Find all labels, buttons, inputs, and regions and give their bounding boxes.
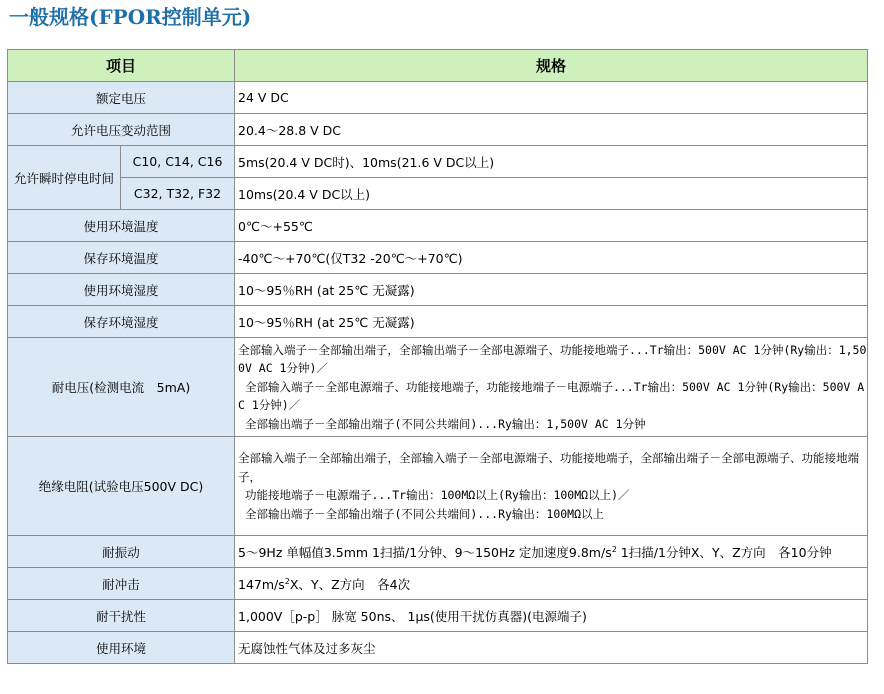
row-label: 使用环境 bbox=[8, 632, 235, 664]
row-value: 0℃～+55℃ bbox=[235, 210, 868, 242]
table-row bbox=[8, 274, 868, 306]
superscript: 2 bbox=[611, 544, 617, 554]
row-label: 绝缘电阻(试验电压500V DC) bbox=[8, 437, 235, 536]
row-value: 全部输入端子－全部输出端子，全部输出端子－全部电源端子、功能接地端子...Tr输出：500V AC 1分钟(Ry输出：1,500V AC 1分钟)／ 全部输入端子－全部电源端子、功能接地端子，功能接地端子－电源端子...Tr输出：500V AC 1分钟(Ry输出：500V AC 1分钟)／ 全部输出端子－全部输出端子(不同公共端间)...Ry输出：1,500V AC 1分钟 bbox=[235, 338, 868, 437]
table-row bbox=[8, 536, 868, 568]
table-row bbox=[8, 338, 868, 437]
value-text: 1扫描/1分钟X、Y、Z方向 各10分钟 bbox=[616, 544, 832, 560]
row-label: 使用环境湿度 bbox=[8, 274, 235, 306]
row-value bbox=[235, 568, 868, 600]
row-sublabel: C32, T32, F32 bbox=[121, 178, 235, 210]
table-row bbox=[8, 82, 868, 114]
table-header-row bbox=[8, 50, 868, 82]
row-label: 保存环境湿度 bbox=[8, 306, 235, 338]
table-row bbox=[8, 306, 868, 338]
table-row bbox=[8, 632, 868, 664]
row-label: 允许瞬时停电时间 bbox=[8, 146, 121, 210]
page-title: 一般规格(FPOR控制单元) bbox=[9, 5, 252, 29]
row-label: 耐振动 bbox=[8, 536, 235, 568]
row-value: 10ms(20.4 V DC以上) bbox=[235, 178, 868, 210]
value-text: X、Y、Z方向 各4次 bbox=[289, 576, 411, 592]
row-value: 1,000V［p-p］ 脉宽 50ns、 1μs(使用干扰仿真器)(电源端子) bbox=[235, 600, 868, 632]
table-row bbox=[8, 178, 868, 210]
value-text: 5～9Hz 单幅值3.5mm 1扫描/1分钟、9～150Hz 定加速度9.8m/s bbox=[238, 544, 612, 560]
header-spec: 规格 bbox=[235, 50, 868, 82]
spec-table bbox=[7, 49, 868, 664]
row-label: 耐电压(检测电流 5mA) bbox=[8, 338, 235, 437]
table-row bbox=[8, 437, 868, 536]
row-label: 耐干扰性 bbox=[8, 600, 235, 632]
row-value bbox=[235, 536, 868, 568]
header-item: 项目 bbox=[8, 50, 235, 82]
table-row bbox=[8, 568, 868, 600]
row-label: 额定电压 bbox=[8, 82, 235, 114]
row-value: 5ms(20.4 V DC时)、10ms(21.6 V DC以上) bbox=[235, 146, 868, 178]
table-row bbox=[8, 600, 868, 632]
row-value: -40℃～+70℃(仅T32 -20℃～+70℃) bbox=[235, 242, 868, 274]
row-value: 24 V DC bbox=[235, 82, 868, 114]
table-row bbox=[8, 242, 868, 274]
table-row bbox=[8, 210, 868, 242]
row-value: 20.4～28.8 V DC bbox=[235, 114, 868, 146]
value-text: 147m/s bbox=[238, 576, 285, 592]
table-row bbox=[8, 146, 868, 178]
row-value: 10～95％RH (at 25℃ 无凝露) bbox=[235, 274, 868, 306]
row-value: 10～95％RH (at 25℃ 无凝露) bbox=[235, 306, 868, 338]
row-value: 无腐蚀性气体及过多灰尘 bbox=[235, 632, 868, 664]
row-label: 耐冲击 bbox=[8, 568, 235, 600]
table-row bbox=[8, 114, 868, 146]
row-label: 保存环境温度 bbox=[8, 242, 235, 274]
row-sublabel: C10, C14, C16 bbox=[121, 146, 235, 178]
row-label: 允许电压变动范围 bbox=[8, 114, 235, 146]
row-label: 使用环境温度 bbox=[8, 210, 235, 242]
superscript: 2 bbox=[284, 576, 290, 586]
row-value: 全部输入端子－全部输出端子，全部输入端子－全部电源端子、功能接地端子，全部输出端子－全部电源端子、功能接地端子， 功能接地端子－电源端子...Tr输出：100MΩ以上(Ry输出：100MΩ以上)／ 全部输出端子－全部输出端子(不同公共端间)...Ry输出：100MΩ以上 bbox=[235, 437, 868, 536]
